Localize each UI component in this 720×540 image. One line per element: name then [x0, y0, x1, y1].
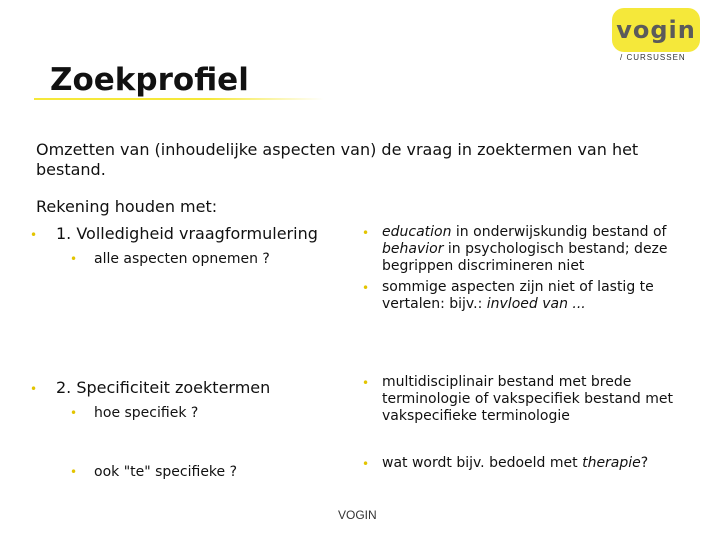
right-list-3 — [362, 455, 702, 477]
term-behavior: behavior — [382, 241, 444, 257]
right-item-therapie-text — [382, 455, 648, 472]
right-list-1 — [362, 224, 702, 317]
right-item-aspecten-part-a: sommige aspecten zijn niet of lastig te vertalen: bijv.: — [382, 279, 654, 312]
term-education: education — [382, 224, 452, 240]
left-item-2-sub-1-label: hoe specifiek ? — [94, 405, 199, 421]
bullet-icon: • — [70, 465, 78, 479]
right-item-aspecten — [362, 279, 702, 313]
left-item-2 — [30, 378, 270, 399]
right-item-therapie-part-a: wat wordt bijv. bedoeld met — [382, 455, 583, 471]
right-item-education-part-a: in onderwijskundig bestand of — [451, 224, 667, 240]
logo-tagline: / CURSUSSEN — [620, 53, 686, 62]
footer-label: VOGIN — [338, 508, 377, 522]
term-invloed: invloed van ... — [486, 296, 586, 312]
rekening-heading: Rekening houden met: — [36, 197, 218, 216]
right-item-aspecten-text — [382, 279, 702, 313]
bullet-icon: • — [30, 228, 38, 242]
left-item-2-label: 2. Specificiteit zoektermen — [56, 378, 271, 397]
right-item-therapie — [362, 455, 702, 473]
right-item-multidisciplinair — [362, 374, 702, 425]
bullet-icon: • — [362, 376, 370, 390]
logo-wordmark: vogin — [616, 16, 696, 44]
bullet-icon: • — [70, 252, 78, 266]
left-item-2-sub-2-label: ook "te" specifieke ? — [94, 464, 238, 480]
title-underline — [34, 98, 324, 100]
left-item-2-sub-2 — [70, 464, 237, 481]
bullet-icon: • — [362, 457, 370, 471]
vogin-logo — [612, 8, 700, 52]
right-item-therapie-part-b: ? — [640, 455, 649, 471]
right-list-2 — [362, 374, 702, 429]
bullet-icon: • — [30, 382, 38, 396]
left-item-1 — [30, 224, 318, 245]
right-item-education-part-b: in psychologisch bestand; deze begrippen discrimineren niet — [382, 241, 668, 274]
bullet-icon: • — [362, 226, 370, 240]
left-item-1-sub-label: alle aspecten opnemen ? — [94, 251, 270, 267]
intro-text: Omzetten van (inhoudelijke aspecten van) de vraag in zoektermen van het bestand. — [36, 140, 639, 179]
bullet-icon: • — [70, 406, 78, 420]
right-item-education — [362, 224, 702, 275]
slide-title: Zoekprofiel — [50, 62, 249, 98]
right-item-education-text — [382, 224, 702, 275]
term-therapie: therapie — [582, 455, 641, 471]
left-item-2-sub-1 — [70, 405, 198, 422]
left-item-1-label: 1. Volledigheid vraagformulering — [56, 224, 318, 243]
right-item-multidisciplinair-text: multidisciplinair bestand met brede terminologie of vakspecifiek bestand met vakspecifieke terminologie — [382, 374, 673, 424]
left-item-1-sub — [70, 251, 270, 268]
bullet-icon: • — [362, 281, 370, 295]
